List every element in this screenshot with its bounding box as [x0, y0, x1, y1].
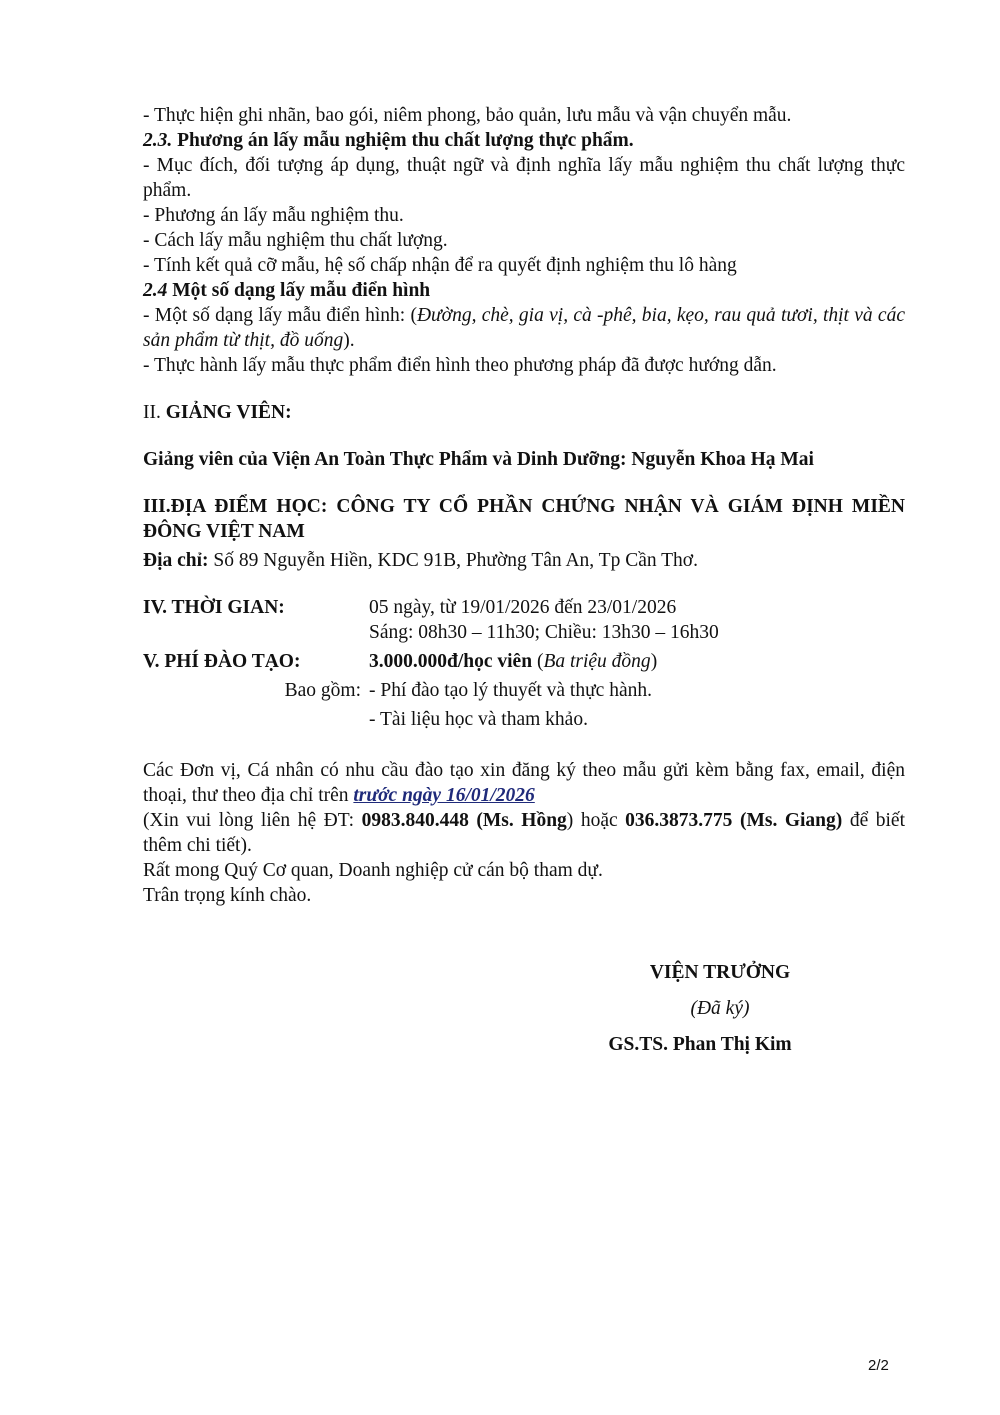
document-page	[143, 103, 905, 908]
signature-block	[600, 960, 840, 1057]
includes-row	[143, 678, 905, 703]
heading-2-4: 2.4 Một số dạng lấy mẫu điển hình	[143, 280, 431, 301]
includes-item: - Phí đào tạo lý thuyết và thực hành.	[369, 680, 652, 701]
heading-location: III.ĐỊA ĐIỂM HỌC: CÔNG TY CỔ PHẦN CHỨNG NHẬN VÀ GIÁM ĐỊNH MIỀN ĐÔNG VIỆT NAM	[143, 496, 905, 542]
time-label: IV. THỜI GIAN:	[143, 597, 285, 618]
time-dates: 05 ngày, từ 19/01/2026 đến 23/01/2026	[369, 597, 677, 618]
lecturer-name: Giảng viên của Viện An Toàn Thực Phẩm và Dinh Dưỡng: Nguyễn Khoa Hạ Mai	[143, 449, 814, 470]
time-hours-row	[143, 620, 905, 645]
heading-2-3: 2.3. Phương án lấy mẫu nghiệm thu chất lượng thực phẩm.	[143, 130, 634, 151]
fee-label: V. PHÍ ĐÀO TẠO:	[143, 651, 301, 672]
includes-item: - Tài liệu học và tham khảo.	[369, 709, 588, 730]
heading-lecturer: II. GIẢNG VIÊN:	[143, 402, 292, 423]
signature-signed: (Đã ký)	[690, 998, 750, 1019]
page-number: 2/2	[868, 1357, 889, 1374]
contact-paragraph: (Xin vui lòng liên hệ ĐT: 0983.840.448 (Ms. Hồng) hoặc 036.3873.775 (Ms. Giang) để biết thêm chi tiết).	[143, 810, 905, 856]
item-2-3-purpose: - Mục đích, đối tượng áp dụng, thuật ngữ và định nghĩa lấy mẫu nghiệm thu chất lượng thực phẩm.	[143, 155, 905, 201]
time-row	[143, 595, 905, 620]
signature-title: VIỆN TRƯỞNG	[649, 962, 791, 983]
invitation-line: Rất mong Quý Cơ quan, Doanh nghiệp cử cán bộ tham dự.	[143, 860, 603, 881]
registration-paragraph: Các Đơn vị, Cá nhân có nhu cầu đào tạo xin đăng ký theo mẫu gửi kèm bằng fax, email, điện thoại, thư theo địa chỉ trên trước ngày 16/01/2026	[143, 760, 905, 806]
includes-row-2	[143, 707, 905, 732]
fee-value: 3.000.000đ/học viên (Ba triệu đồng)	[369, 651, 658, 672]
item-2-3-calc: - Tính kết quả cỡ mẫu, hệ số chấp nhận để ra quyết định nghiệm thu lô hàng	[143, 255, 737, 276]
greeting-line: Trân trọng kính chào.	[143, 885, 312, 906]
item-2-4-types: - Một số dạng lấy mẫu điển hình: (Đường, chè, gia vị, cà -phê, bia, kẹo, rau quả tươi, thịt và các sản phẩm từ thịt, đồ uống).	[143, 305, 905, 351]
fee-row	[143, 649, 905, 674]
deadline-link[interactable]: trước ngày 16/01/2026	[353, 785, 535, 806]
item-labeling: - Thực hiện ghi nhãn, bao gói, niêm phong, bảo quản, lưu mẫu và vận chuyển mẫu.	[143, 105, 792, 126]
item-2-3-method: - Cách lấy mẫu nghiệm thu chất lượng.	[143, 230, 448, 251]
phone-2: 036.3873.775 (Ms. Giang)	[625, 810, 843, 831]
phone-1: 0983.840.448	[361, 810, 469, 831]
time-hours: Sáng: 08h30 – 11h30; Chiều: 13h30 – 16h30	[369, 622, 719, 643]
includes-label: Bao gồm:	[284, 680, 361, 701]
item-2-4-practice: - Thực hành lấy mẫu thực phẩm điển hình theo phương pháp đã được hướng dẫn.	[143, 355, 777, 376]
signature-name: GS.TS. Phan Thị Kim	[608, 1034, 792, 1055]
address: Địa chỉ: Số 89 Nguyễn Hiền, KDC 91B, Phường Tân An, Tp Cần Thơ.	[143, 550, 698, 571]
item-2-3-plan: - Phương án lấy mẫu nghiệm thu.	[143, 205, 404, 226]
